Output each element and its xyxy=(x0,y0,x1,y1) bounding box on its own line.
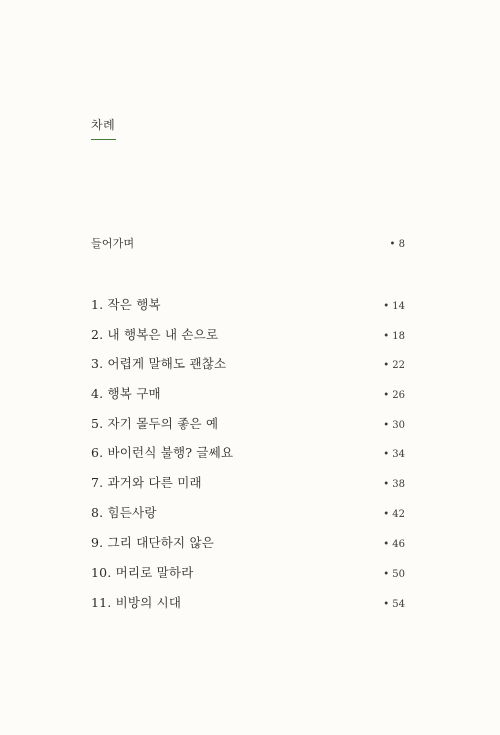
toc-entry-chapter-6[interactable] xyxy=(91,443,405,461)
toc-entry-page: • 22 xyxy=(383,360,405,371)
toc-entry-chapter-5[interactable] xyxy=(91,414,405,432)
toc-entry-page: • 46 xyxy=(383,539,405,550)
toc-entry-title: 6. 바이런식 불행? 글쎄요 xyxy=(91,445,234,460)
toc-entry-page: • 54 xyxy=(383,599,405,610)
toc-entry-page: • 14 xyxy=(383,301,405,312)
toc-entry-title: 7. 과거와 다른 미래 xyxy=(91,475,202,490)
toc-entry-chapter-10[interactable] xyxy=(91,563,405,581)
toc-entry-intro[interactable] xyxy=(91,235,405,251)
toc-entry-title: 10. 머리로 말하라 xyxy=(91,565,194,580)
toc-entry-page: • 50 xyxy=(383,569,405,580)
toc-entry-page: • 26 xyxy=(383,390,405,401)
toc-entry-title: 1. 작은 행복 xyxy=(91,297,161,312)
toc-entry-chapter-4[interactable] xyxy=(91,384,405,402)
toc-entry-chapter-7[interactable] xyxy=(91,473,405,491)
toc-entry-page: • 30 xyxy=(383,420,405,431)
toc-entry-page: • 18 xyxy=(383,331,405,342)
toc-entry-page: • 8 xyxy=(389,239,405,250)
toc-entry-title: 3. 어렵게 말해도 괜찮소 xyxy=(91,356,227,371)
toc-entry-chapter-11[interactable] xyxy=(91,593,405,611)
toc-entry-title: 11. 비방의 시대 xyxy=(91,595,182,610)
toc-entry-chapter-9[interactable] xyxy=(91,533,405,551)
toc-entry-chapter-3[interactable] xyxy=(91,354,405,372)
toc-entry-title: 4. 행복 구매 xyxy=(91,386,161,401)
toc-entry-title: 9. 그리 대단하지 않은 xyxy=(91,535,215,550)
toc-entry-page: • 34 xyxy=(383,449,405,460)
toc-entry-chapter-8[interactable] xyxy=(91,503,405,521)
toc-entry-page: • 42 xyxy=(383,509,405,520)
toc-entry-page: • 38 xyxy=(383,479,405,490)
toc-entry-title: 8. 힘든사랑 xyxy=(91,505,157,520)
toc-entry-title: 들어가며 xyxy=(91,237,135,250)
toc-entry-title: 5. 자기 몰두의 좋은 예 xyxy=(91,416,219,431)
toc-entry-chapter-2[interactable] xyxy=(91,325,405,343)
toc-entry-chapter-1[interactable] xyxy=(91,295,405,313)
toc-heading-underline xyxy=(91,139,116,140)
toc-entry-title: 2. 내 행복은 내 손으로 xyxy=(91,327,219,342)
toc-heading: 차례 xyxy=(91,118,116,132)
